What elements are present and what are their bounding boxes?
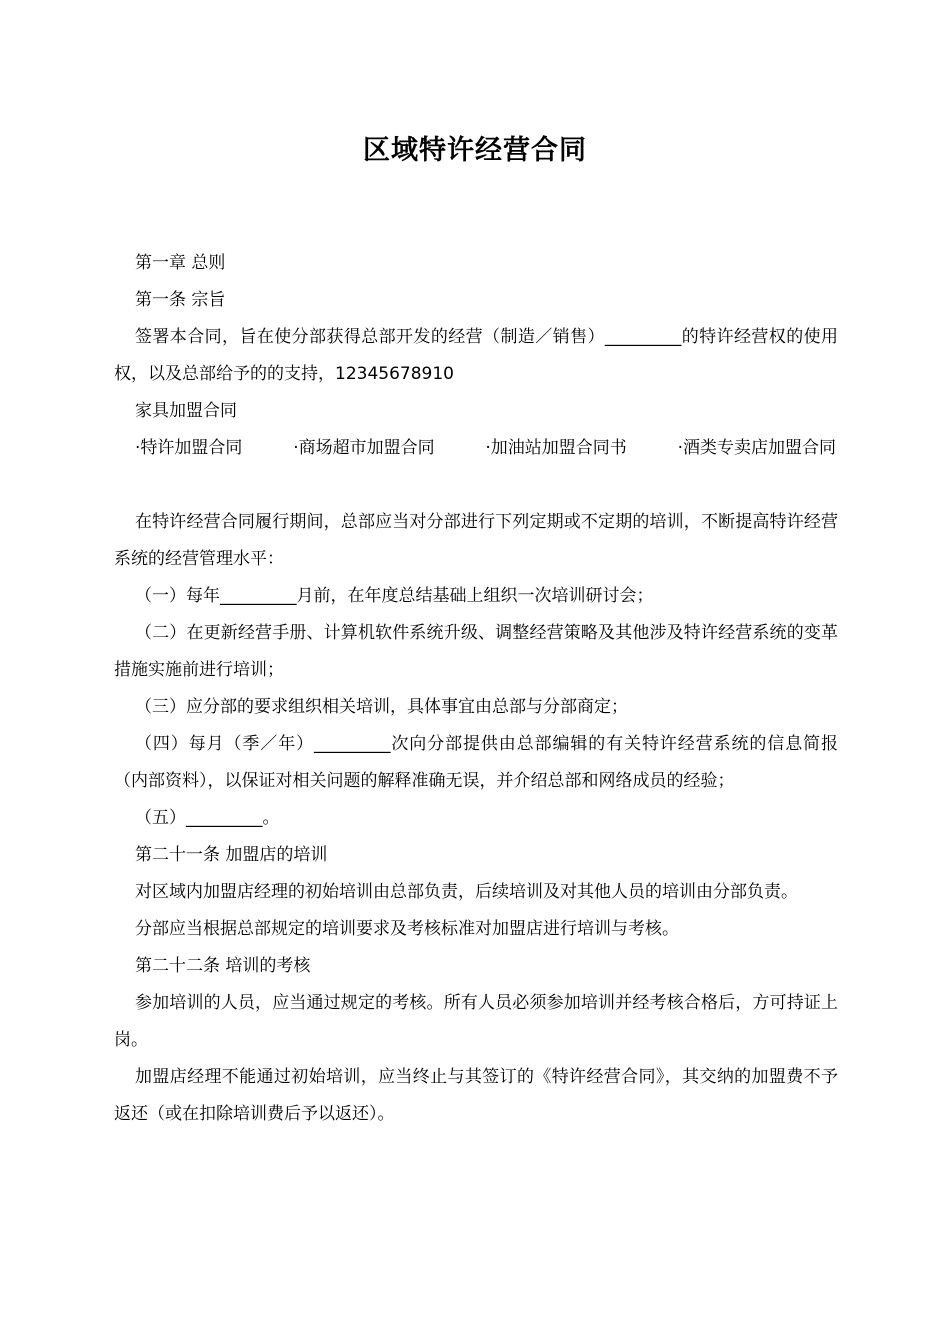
- article-heading: 第二十一条 加盟店的培训: [135, 845, 328, 865]
- article-paragraph: 对区域内加盟店经理的初始培训由总部负责，后续培训及对其他人员的培训由分部负责。: [135, 882, 798, 902]
- training-item: （二）在更新经营手册、计算机软件系统升级、调整经营策略及其他涉及特许经营系统的变革措施实施前进行培训；: [114, 623, 838, 680]
- training-intro: 在特许经营合同履行期间，总部应当对分部进行下列定期或不定期的培训，不断提高特许经营系统的经营管理水平：: [114, 512, 838, 569]
- article-paragraph: 分部应当根据总部规定的培训要求及考核标准对加盟店进行培训与考核。: [135, 919, 679, 939]
- training-item: （四）每月（季／年）_________次向分部提供由总部编辑的有关特许经营系统的信息简报（内部资料），以保证对相关问题的解释准确无误，并介绍总部和网络成员的经验；: [114, 734, 838, 791]
- article-paragraph: 参加培训的人员，应当通过规定的考核。所有人员必须参加培训并经考核合格后，方可持证上岗。: [114, 993, 838, 1050]
- article-heading: 第二十二条 培训的考核: [135, 956, 311, 976]
- related-link[interactable]: ·特许加盟合同: [135, 438, 243, 458]
- chapter-heading: 第一章 总则: [135, 253, 226, 273]
- related-link[interactable]: ·商场超市加盟合同: [293, 438, 435, 458]
- related-link[interactable]: ·酒类专卖店加盟合同: [677, 438, 836, 458]
- training-item: （三）应分部的要求组织相关培训，具体事宜由总部与分部商定；: [135, 697, 628, 717]
- document-body: [114, 245, 838, 1133]
- article-heading: 第一条 宗旨: [135, 290, 226, 310]
- related-link[interactable]: ·加油站加盟合同书: [485, 438, 627, 458]
- document-title: 区域特许经营合同: [363, 135, 587, 166]
- related-links: [114, 430, 838, 467]
- related-heading: 家具加盟合同: [135, 401, 237, 421]
- training-item: （五）_________。: [135, 808, 280, 828]
- article-paragraph: 签署本合同，旨在使分部获得总部开发的经营（制造／销售）_________的特许经营权的使用权，以及总部给予的的支持，12345678910: [114, 327, 838, 384]
- training-item: （一）每年_________月前，在年度总结基础上组织一次培训研讨会；: [135, 586, 654, 606]
- blank-line: [114, 467, 838, 504]
- article-paragraph: 加盟店经理不能通过初始培训，应当终止与其签订的《特许经营合同》，其交纳的加盟费不予返还（或在扣除培训费后予以返还）。: [114, 1067, 838, 1124]
